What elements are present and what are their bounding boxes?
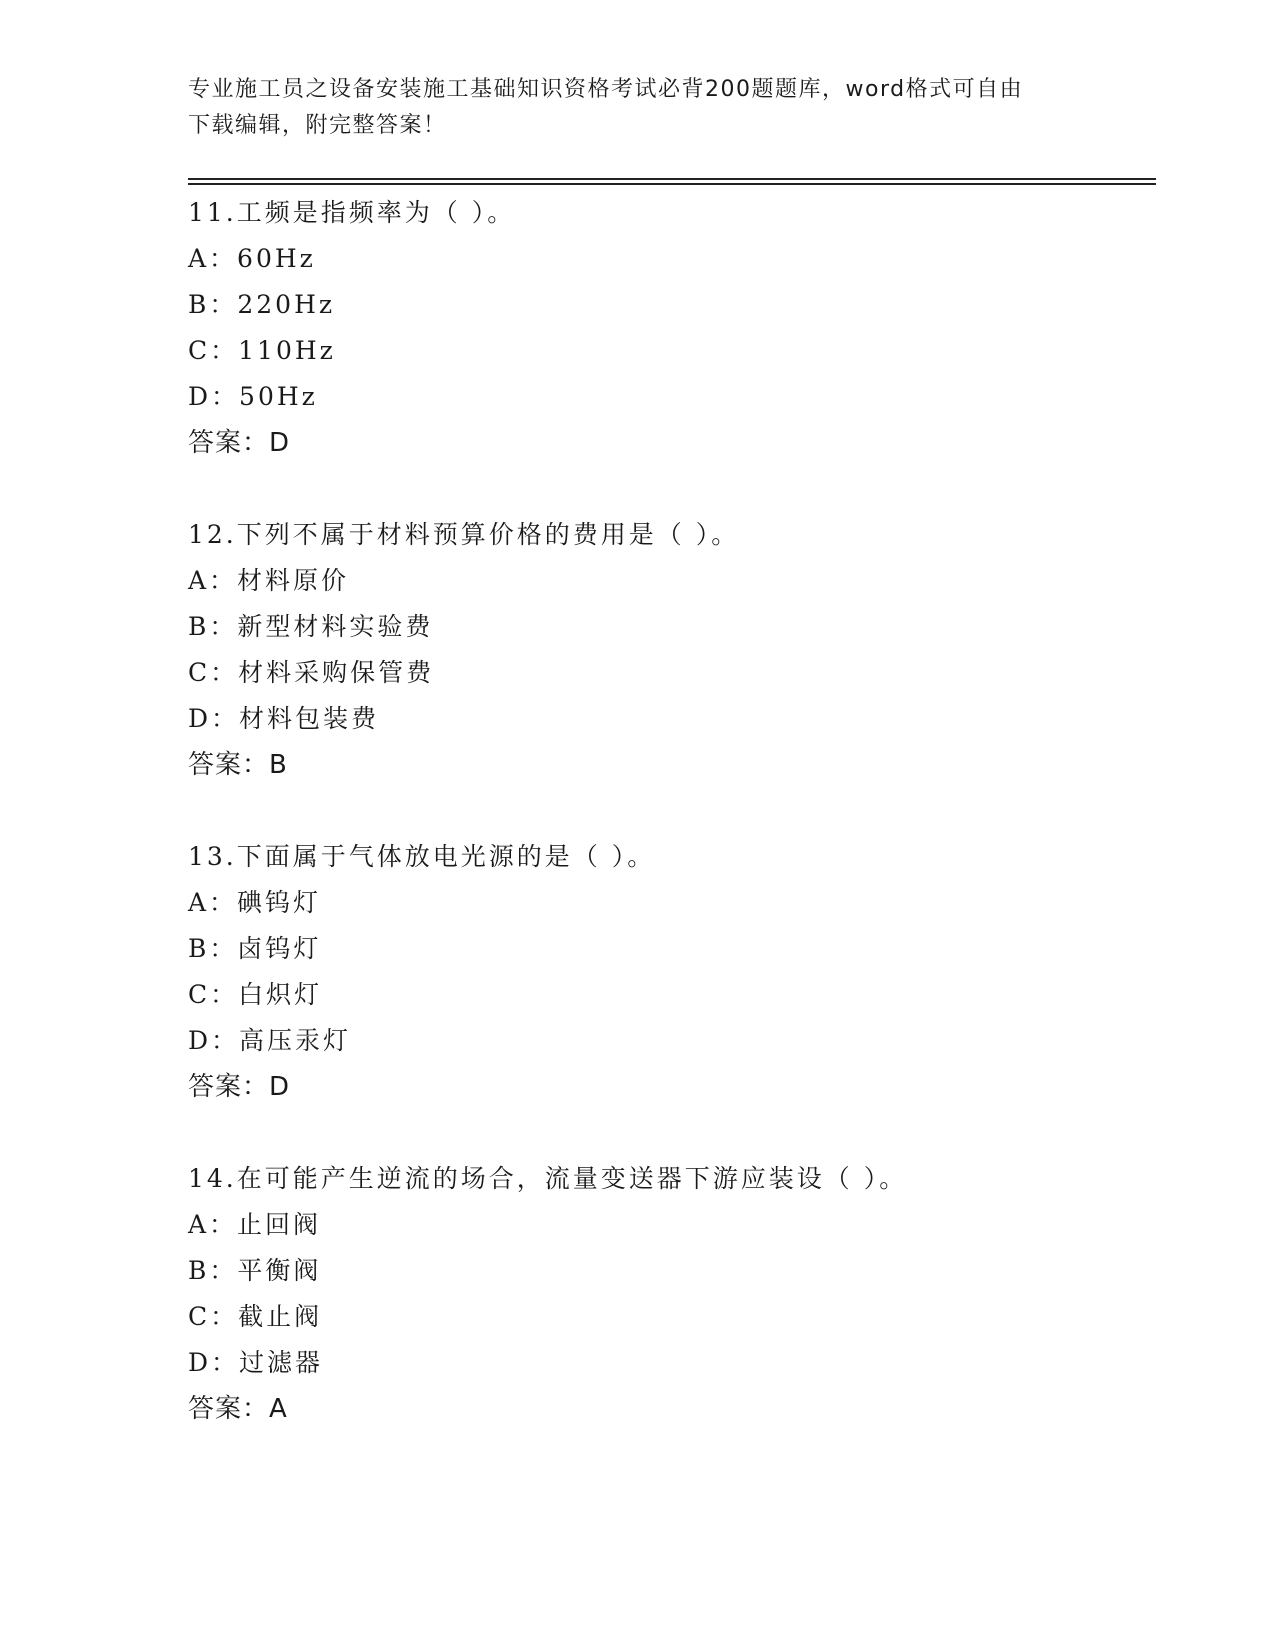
option-b: B：卤钨灯 — [188, 934, 322, 963]
answer: 答案：D — [188, 428, 291, 458]
question-list — [188, 190, 1148, 1478]
option-d: D：50Hz — [188, 382, 318, 411]
option-d: D：材料包装费 — [188, 704, 380, 733]
option-c: C：材料采购保管费 — [188, 658, 435, 687]
header-divider-bottom — [188, 183, 1156, 185]
option-b: B：新型材料实验费 — [188, 612, 434, 641]
document-header — [188, 72, 1088, 144]
question-text: 14.在可能产生逆流的场合，流量变送器下游应装设（ ）。 — [188, 1164, 908, 1193]
option-d: D：过滤器 — [188, 1348, 324, 1377]
option-d: D：高压汞灯 — [188, 1026, 352, 1055]
answer: 答案：B — [188, 750, 288, 780]
option-b: B：220Hz — [188, 290, 336, 319]
question-text: 12.下列不属于材料预算价格的费用是（ ）。 — [188, 520, 740, 549]
option-a: A：60Hz — [188, 244, 316, 273]
question-11 — [188, 190, 1148, 512]
option-a: A：材料原价 — [188, 566, 350, 595]
question-12 — [188, 512, 1148, 834]
question-13 — [188, 834, 1148, 1156]
question-text: 13.下面属于气体放电光源的是（ ）。 — [188, 842, 656, 871]
header-line-2: 下载编辑，附完整答案！ — [188, 113, 447, 138]
option-c: C：截止阀 — [188, 1302, 323, 1331]
option-a: A：碘钨灯 — [188, 888, 322, 917]
question-14 — [188, 1156, 1148, 1478]
header-line-1: 专业施工员之设备安装施工基础知识资格考试必背200题题库，word格式可自由 — [188, 77, 1024, 102]
question-text: 11.工频是指频率为（ ）。 — [188, 198, 516, 227]
option-c: C：白炽灯 — [188, 980, 323, 1009]
option-a: A：止回阀 — [188, 1210, 322, 1239]
option-b: B：平衡阀 — [188, 1256, 322, 1285]
answer: 答案：D — [188, 1072, 291, 1102]
header-divider-top — [188, 178, 1156, 180]
answer: 答案：A — [188, 1394, 288, 1424]
option-c: C：110Hz — [188, 336, 336, 365]
